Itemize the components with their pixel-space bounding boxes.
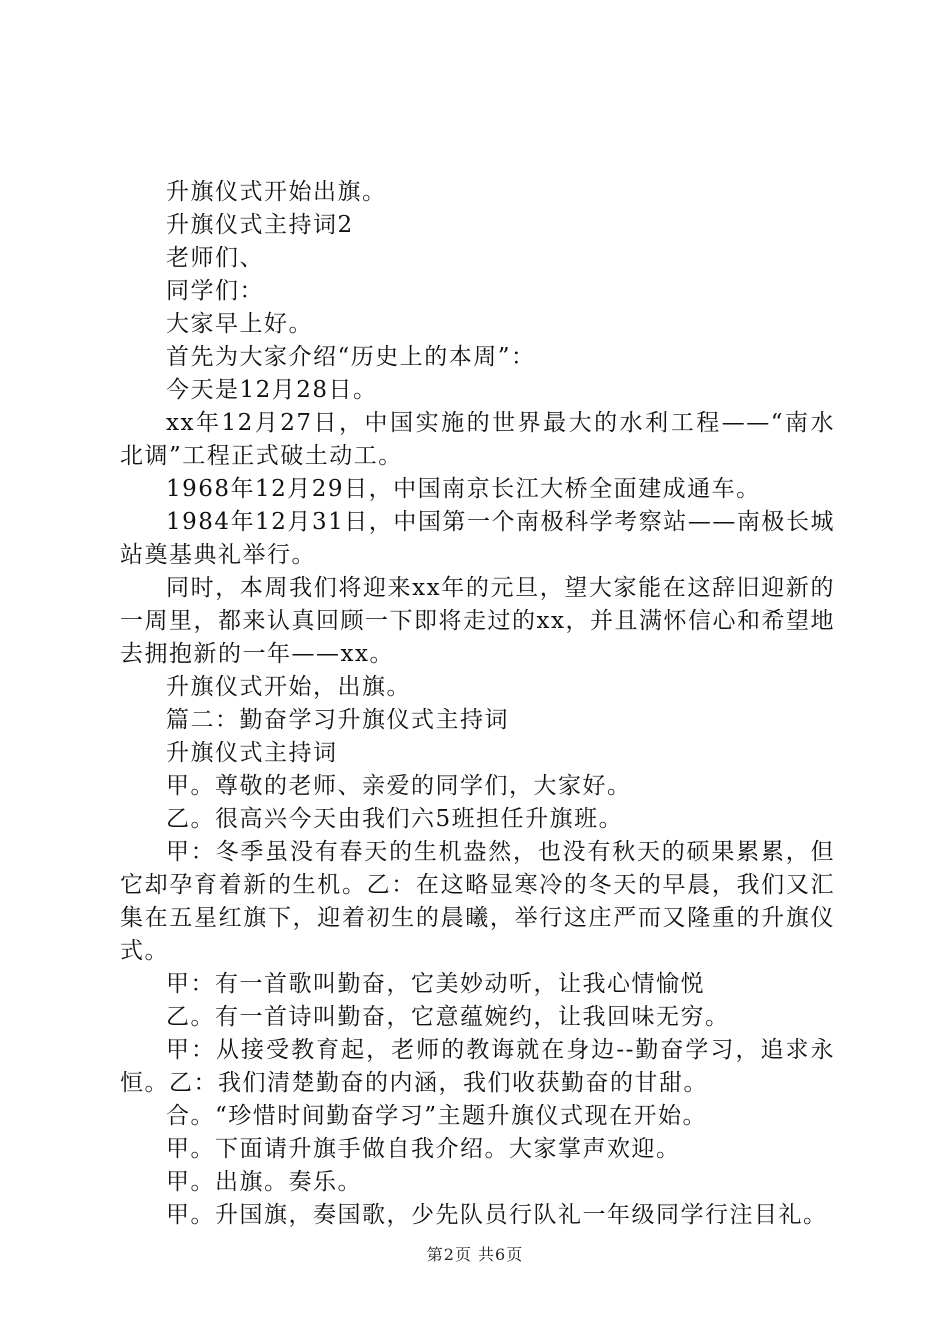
paragraph: 1968年12月29日，中国南京长江大桥全面建成通车。 bbox=[166, 476, 761, 502]
section-heading: 篇二：勤奋学习升旗仪式主持词 bbox=[166, 707, 509, 733]
paragraph: 合。“珍惜时间勤奋学习”主题升旗仪式现在开始。 bbox=[166, 1103, 708, 1129]
paragraph: 升旗仪式主持词 bbox=[166, 740, 338, 766]
paragraph: 升旗仪式开始，出旗。 bbox=[166, 674, 411, 700]
paragraph: 同学们： bbox=[166, 278, 264, 304]
paragraph: 乙。很高兴今天由我们六5班担任升旗班。 bbox=[166, 806, 624, 832]
paragraph: 大家早上好。 bbox=[166, 311, 313, 337]
paragraph: 甲：从接受教育起，老师的教诲就在身边--勤奋学习，追求永恒。乙：我们清楚勤奋的内涵，我们收获勤奋的甘甜。 bbox=[120, 1037, 835, 1096]
paragraph: 同时，本周我们将迎来xx年的元旦，望大家能在这辞旧迎新的一周里，都来认真回顾一下即将走过的xx，并且满怀信心和希望地去拥抱新的一年——xx。 bbox=[120, 575, 835, 667]
paragraph: 甲。下面请升旗手做自我介绍。大家掌声欢迎。 bbox=[166, 1136, 681, 1162]
paragraph: 升旗仪式开始出旗。 bbox=[166, 179, 387, 205]
paragraph: 甲。升国旗，奏国歌，少先队员行队礼一年级同学行注目礼。 bbox=[166, 1202, 828, 1228]
paragraph: 升旗仪式主持词2 bbox=[166, 212, 354, 238]
paragraph: 甲：有一首歌叫勤奋，它美妙动听，让我心情愉悦 bbox=[166, 971, 705, 997]
paragraph: 乙。有一首诗叫勤奋，它意蕴婉约，让我回味无穷。 bbox=[166, 1004, 730, 1030]
paragraph: xx年12月27日，中国实施的世界最大的水利工程——“南水北调”工程正式破土动工。 bbox=[120, 410, 835, 469]
page-number-footer: 第2页 共6页 bbox=[426, 1245, 524, 1264]
paragraph: 甲。出旗。奏乐。 bbox=[166, 1169, 362, 1195]
paragraph: 甲。尊敬的老师、亲爱的同学们，大家好。 bbox=[166, 773, 632, 799]
paragraph: 首先为大家介绍“历史上的本周”： bbox=[166, 344, 536, 370]
paragraph: 今天是12月28日。 bbox=[166, 377, 378, 403]
paragraph: 老师们、 bbox=[166, 245, 264, 271]
document-body bbox=[120, 176, 835, 1232]
paragraph: 甲：冬季虽没有春天的生机盎然，也没有秋天的硕果累累，但它却孕育着新的生机。乙：在这略显寒冷的冬天的早晨，我们又汇集在五星红旗下，迎着初生的晨曦，举行这庄严而又隆重的升旗仪式。 bbox=[120, 839, 835, 964]
paragraph: 1984年12月31日，中国第一个南极科学考察站——南极长城站奠基典礼举行。 bbox=[120, 509, 835, 568]
